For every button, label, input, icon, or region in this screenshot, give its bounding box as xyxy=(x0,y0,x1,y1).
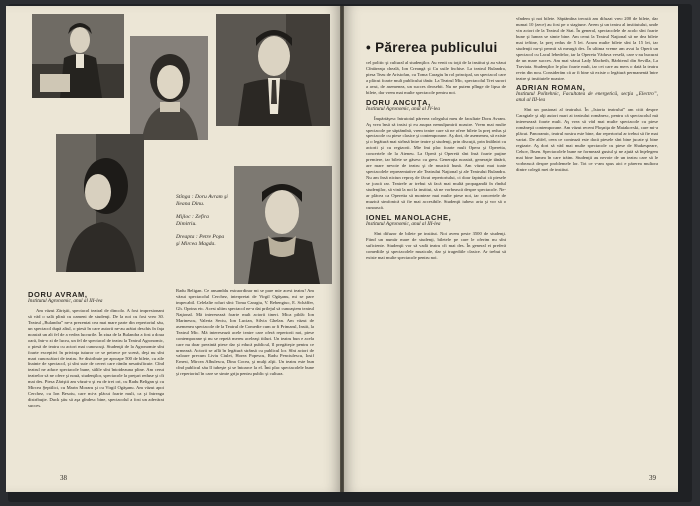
photo-young-man-tie xyxy=(216,14,330,126)
paragraph-doru-avram: Am văzut Zăriştii, spectacol teatral de dincolo. A fost impresionant să văd o sală plină cu oameni de studenţi. De la noi cu fost vreo 30. Teatrul „Bulandra” ne-a prezentat cea mai mare parte din repertoriul său, un spectacol după altul, o piesă în care autorii ne-au arătat deschis în faţa noastră un alt fel de a vedea lucrurile. În ziua de la Bulandra a fost a doua oară, într-o zi de lucru, un fel de spectacol de teatru la Teatrul Agronomic, o piesă de teatru cu actori mai cunoscuţi. Studenţii de la Agronomie sînt foarte exceptivi în privinţa tuturor ce se petrece pe scenă, deşi nu sînt mari cunoscători de teatru. Se distribuie pe aproape 500 de bilete, cu zile înainte de spectacol, şi sînt sute de cereri care rămîn nesatisfăcute. Cînd teatrul ne aduce spectacole bune, sălile sînt întotdeauna pline. Am cerut teatrelor să ne ofere şi nouă, studenţilor, spectacole la preţuri reduse şi cît mai des. Piesa Zăriştii am văzut-o şi eu de trei ori, cu Radu Beligan şi cu Mircea Şeptilici, cu Marin Moraru şi cu Virgil Ogăşanu. Am văzut apoi Cerchez, cu Ion Besoiu, care mi-a plăcut foarte mult, ca şi întreaga distribuţie. Duck ştiu să aşa gîndesc bine, spectacolul a fost un adevărat succes. xyxy=(28,307,164,409)
affiliation-doru-avram: Institutul Agronomic, anul al III-lea xyxy=(28,297,103,304)
author-adrian-roman: ADRIAN ROMAN, xyxy=(516,83,586,93)
paragraph-doru-ancuta: Împărtăşesc întrutotul părerea colegului meu de facultate Doru Avram. Aş vrea însă să insist şi eu asupra nemulţumirii noastre. Vrem mai multe spectacole pe săptămînă, vrem teatre care să ne ofere bilete la preţ redus şi spectacole cu piese clasice şi contemporane. Aş dori, de asemenea, să existe şi o legătură mai strînsă între teatre şi studenţi, prin discuţii, prin întâlniri cu actorii şi cu regizorii. Mie îmi plac foarte mult Opera şi Operetta, concertele de la Ateneu. La Operă şi Operetă sînt însă foarte puţine premiere, iar bilete se găsesc cu greu. Generaţia noastră, generaţie tânără, are mare nevoie de teatru şi de muzică bună. Am văzut mai toate spectacolele reprezentative ale Teatrului Naţional şi ale Teatrului Bulandra. Nu am însă niciun reproş de făcut repertoriului, ci doar faptului că piesele se joacă rar. Teatrele ar trebui să facă mai multă propagandă în rîndul studenţilor, să vină la noi la institut, să ne vorbească despre spectacole. Ne-ar plăcea ca Operetta să monteze mai multe piese noi, iar concertele de muzică simfonică să fie mai accesibile. Studenţii iubesc arta şi vor să o cunoască. xyxy=(366,115,506,210)
page-number-left: 38 xyxy=(60,474,67,482)
paragraph-ionel-manolache: Sînt difuzor de bilete pe institut. Noi avem peste 3500 de studenţi. Fiind un număr mare de studenţi, biletele pe care le oferim nu sînt suficiente. Studenţii vor să vadă teatru cît mai des. În general ei preferă comediile şi spectacolele muzicale, dar şi tragediile clasice. Ar trebui să existe mai multe spectacole pentru noi. xyxy=(366,230,506,260)
caption-middle: Mijloc : Zefira Dimitriu. xyxy=(176,213,209,228)
left-page xyxy=(6,6,340,492)
photo-man-scarf xyxy=(234,166,332,284)
right-page-column-1 xyxy=(366,60,506,470)
author-doru-ancuta: DORU ANCUŢA, xyxy=(366,97,431,107)
affiliation-ionel-manolache: Institutul Agronomic, anul al III-lea xyxy=(366,220,441,227)
photo-man-desk-image xyxy=(32,14,124,98)
left-page-column-2 xyxy=(176,288,314,466)
photo-woman-portrait-image xyxy=(130,36,208,140)
right-page-column-2 xyxy=(516,16,658,470)
author-ionel-manolache: IONEL MANOLACHE, xyxy=(366,212,452,222)
paragraph-column-2: vîndem şi noi bilete. Săptămîna trecută am difuzat vreo 200 de bilete, dar numai 10 (zece) au fost pe o stagiune. Avem şi un teatru al institutului, unde vin actori de la Teatrul de Stat. În general, spectacolele de acolo sînt foarte bune şi lumea se simte bine. Am cerut la Teatrul Naţional să ne dea bilete mai ieftine, la preţ redus de 5 lei. Acum multe bilete sînt la 15 lei, iar studenţii nu-şi permit să meargă des. În ultima vreme am avut la Operă un spectacol cu Lacul lebedelor, iar la Opereta Văduva veselă, care s-au bucurat de un mare succes. Am mai văzut Lady Macbeth, Bărbierul din Sevilla, La Traviata. Studenţilor le plac foarte mult, iar cei care au mers o dată la teatru revin din nou. Considerăm că ar fi bine să existe o legătură permanentă între teatre şi institutele noastre. xyxy=(516,16,658,81)
photo-man-scarf-image xyxy=(234,166,332,284)
photo-woman-profile xyxy=(56,134,144,272)
paragraph-adrian-roman: Sînt un pasionat al teatrului. În „Istoria teatrului” am citit despre Caragiale şi alţi autori mari ai teatrului românesc, pentru că spectacolul mă interesează foarte mult. Aş vrea să văd mai multe spectacole cu piese româneşti contemporane. Am văzut recent Ploşniţa de Maiakovski, care mi-a plăcut. Panoramic, teatrul nostru este bine, dar repertoriul ar trebui să fie mai variat. De altfel, ceea ce contează este dacă piesele sînt bine jucate şi bine regizate. Aş dori să văd mai multe spectacole cu piese de Shakespeare, Cehov, Ibsen. Spectacolele bune ne formează gustul şi ne ajută să înţelegem mai bine lumea în care trăim. Studenţii au nevoie de un teatru care să le vorbească despre problemele lor. Tot ce v-am spus aici e părerea multora dintre colegii mei de institut. xyxy=(516,107,658,172)
author-doru-avram: DORU AVRAM, xyxy=(28,290,88,299)
caption-right: Dreapta : Petre Popa şi Mircea Magda. xyxy=(176,233,225,248)
paragraph-continued: Radu Beligan. Ce ansamblu extraordinar mi se pare mie acest teatru! Am văzut spectacolul Cerchez, interpretat de Virgil Ogăşanu, mi se pare impecabil. Celelalte roluri sînt: Toma Caragiu, V. Rebengiuc, E. Schäffer, Gh. Oprina etc. Acest ultim spectacol ne-a dat prilejul să cunoaştem teatrul Naţional. Mă interesează foarte mult actorii tineri. Mica pildă: Ion Marinescu, Valeria Seciu, Ion Lucian, Silvia Ghelan. Am văzut de asemenea spectacole de la Teatrul de Comedie cum ar fi Primarul, Instit, la Teatrul Mic. Mă interesează acele teatre care oferă repertorii noi, piese contemporane şi nu se repetă mereu aceleaşi titluri. Un teatru bun e acela care nu doar prezintă piese dar şi educă publicul, îl pregăteşte pentru ce urmează. Actorii se află în legătură strânsă cu publicul lor. Sînt actori de valoare precum Liviu Ciulei, Horea Popescu, Radu Penciulescu, Iosif Ernest, Mircea Albulescu, Dina Cocea, şi mulţi alţii. Un teatru este bun cînd publicul său îl iubeşte şi se întoarce la el. Îmi plac spectacolele bune şi repertoriul în care se simte grija pentru public şi cultura. xyxy=(176,288,314,377)
photo-woman-portrait xyxy=(130,36,208,140)
right-page xyxy=(344,6,678,492)
photo-man-desk xyxy=(32,14,124,98)
caption-left: Stînga : Doru Avram şi Ileana Dinu. xyxy=(176,194,228,208)
paragraph-intro: cel politic şi cultural al studenţilor. Au venit cu toţii de la institut şi au văzut Cîntăreaţa cheală, Ion Creangă şi Cu usile închise. La teatrul Bulandra, piesa Tezu de Aristofan, cu Toma Caragiu în rol principal, un spectacol care a plăcut foarte mult publicului tânăr. La Teatrul Mic, spectacolul Trei surori a avut, de asemenea, un succes deosebit. Nu ne putem plînge de lipsa de bilete, dar vrem mai multe spectacole pentru noi. xyxy=(366,60,506,95)
photo-young-man-tie-image xyxy=(216,14,330,126)
photo-woman-profile-image xyxy=(56,134,144,272)
photo-captions xyxy=(176,194,228,253)
section-heading: • Părerea publicului xyxy=(366,40,498,55)
page-number-right: 39 xyxy=(649,474,656,482)
left-page-column-1 xyxy=(28,288,164,466)
affiliation-adrian-roman: Institutul Politehnic, Facultatea de energetică, secţia „Electro”, anul al III-lea xyxy=(516,91,658,104)
affiliation-doru-ancuta: Institutul Agronomic, anul al IV-lea xyxy=(366,105,440,112)
